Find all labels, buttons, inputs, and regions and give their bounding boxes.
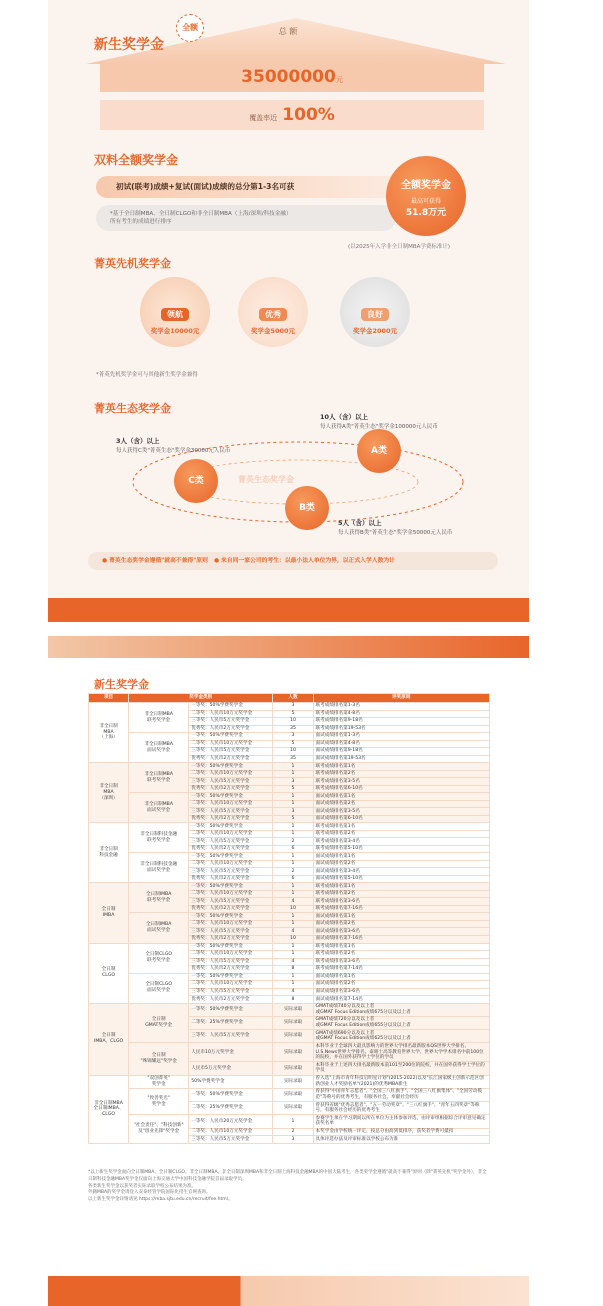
award-cell: 三等奖：人民币5万元奖学金 [189,778,273,786]
principle-cell: 联考成绩排名第19-53名 [313,725,489,733]
table-row [89,1115,490,1128]
full-scholarship-badge [386,156,466,236]
award-cell: 二等奖：人民币10万元奖学金 [189,830,273,838]
principle-cell: 曾获得省级"优秀志愿者"、"五一劳动奖章"、"三八红旗手"、"青年五四奖章"等称号，有服务社会经历的优秀考生 [313,1102,489,1115]
award-cell: 二等奖：人民币10万元奖学金 [189,951,273,959]
award-cell: 二等奖：25%学费奖学金 [189,1102,273,1115]
principle-cell: 联考成绩排名第3-4名 [313,838,489,846]
principle-cell: 联考成绩排名第1名 [313,763,489,771]
award-cell: 二等奖：人民币10万元奖学金 [189,770,273,778]
col-header-category: 奖学金类别 [129,694,273,703]
category-cell: 全日制IMBA 联考奖学金 [129,883,189,913]
award-cell: 优秀奖：人民币2万元奖学金 [189,785,273,793]
table-row [89,703,490,711]
category-cell: 全日制 "殊锦耀远"奖学金 [129,1043,189,1075]
count-cell: 1 [273,890,313,898]
scholarship-poster-panel [48,0,529,622]
count-cell: 3 [273,778,313,786]
award-cell: 一等奖：50%学费奖学金 [189,913,273,921]
award-cell: 二等奖：人民币10万元奖学金 [189,920,273,928]
principle-cell: 联考成绩排名第3-6名 [313,898,489,906]
count-cell: 实际录取 [273,1016,313,1029]
count-cell: 1 [273,763,313,771]
pioneer-item-2-amount: 奖学金5000元 [250,327,296,335]
award-cell: 二等奖：人民币10万元奖学金 [189,710,273,718]
principle-cell: 面试成绩排名第2名 [313,800,489,808]
count-cell: 1 [273,973,313,981]
count-cell: 10 [273,935,313,943]
category-cell: 全日制CLGO 面试奖学金 [129,973,189,1003]
category-cell: 全日制 GMAT奖学金 [129,1003,189,1043]
count-cell: 6 [273,875,313,883]
principle-cell: 联考成绩排名第6-10名 [313,785,489,793]
dual-title: 双料全额奖学金 [94,153,179,167]
count-cell: 1 [273,853,313,861]
count-cell: 2 [273,838,313,846]
category-cell: "社会责任"、"科技创新" 及"创业先锋"奖学金 [129,1115,189,1143]
count-cell: 1 [273,981,313,989]
principle-cell: 面试成绩排名第3-6名 [313,988,489,996]
note-line: 各类新生奖学金以获奖者实际录取学校公布结果为准。 [88,1183,196,1189]
principle-cell: 联考成绩排名第2名 [313,890,489,898]
principle-cell: 参赛学生须在学习期间以所在单位为主体参加评选，由评审组根据综合评审意见确定获奖名单 [313,1115,489,1128]
principle-cell: 面试成绩排名第19-53名 [313,755,489,763]
award-cell: 优秀奖：人民币2万元奖学金 [189,815,273,823]
award-cell: 优秀奖：人民币2万元奖学金 [189,905,273,913]
count-cell: 5 [273,740,313,748]
principle-cell: 本奖学金由学校统一评定，按总分由高到低排序，获奖者学费可抵扣 [313,1128,489,1136]
count-cell: 2 [273,1128,313,1136]
bullet-icon: ● [102,558,108,564]
count-cell: 10 [273,748,313,756]
pioneer-item-2 [238,302,308,335]
award-cell: 一等奖：50%学费奖学金 [189,1003,273,1016]
award-cell: 一等奖：50%学费奖学金 [189,733,273,741]
category-cell: "致善奖光" 奖学金 [129,1088,189,1115]
principle-cell: 曾入选"上海市青年科技启明星计划"(2015-2022)以及"长江国家级主创新示范区创新创业人才奖励名单"(2021)的优秀MBA新生 [313,1075,489,1088]
principle-cell: 面试成绩排名第7-14名 [313,996,489,1004]
award-cell: 优秀奖：人民币2万元奖学金 [189,845,273,853]
scholarship-table-panel [48,636,529,1306]
eco-b-desc: 每人获得B类"菁英生态"奖学金50000元人民币 [338,530,453,536]
count-cell: 4 [273,928,313,936]
eco-a-circle: A类 [357,429,401,473]
eco-rule2: 来自同一家公司的考生：以最小法人单位为界，以正式入学人数为计 [221,558,395,564]
pioneer-title: 菁英先机奖学金 [94,257,171,270]
category-cell: 非全日制科技金融 面试奖学金 [129,853,189,883]
dual-note-line1: *基于全日制MBA、全日制CLGO和非全日制MBA（上海/深圳/科技金融） [110,211,292,217]
table-row [89,883,490,891]
principle-cell: 面试成绩排名第6-10名 [313,815,489,823]
category-cell: 全日制IMBA 面试奖学金 [129,913,189,943]
project-cell: 全日制 IMBA、CLGO [89,1003,129,1075]
count-cell: 1 [273,860,313,868]
count-cell: 4 [273,898,313,906]
table-row [89,913,490,921]
principle-cell: 联考成绩排名第9-18名 [313,718,489,726]
principle-cell: 面试成绩排名第2名 [313,920,489,928]
eco-watermark: 菁英生态奖学金 [238,475,294,484]
award-cell: 三等奖：人民币5万元奖学金 [189,808,273,816]
eco-b-count: 5人（含）以上 [338,519,382,527]
coverage-value: 100% [282,105,335,125]
count-cell: 5 [273,785,313,793]
count-cell: 1 [273,943,313,951]
count-cell: 4 [273,958,313,966]
award-cell: 二等奖：25%学费奖学金 [189,1016,273,1029]
award-cell: 二等奖：人民币10万元奖学金 [189,740,273,748]
award-cell: 一等奖：50%学费奖学金 [189,943,273,951]
count-cell: 实际录取 [273,1088,313,1101]
panel2-header-bar [48,636,529,658]
pioneer-item-3 [340,302,410,335]
award-cell: 优秀奖：人民币2万元奖学金 [189,935,273,943]
principle-cell: 面试成绩排名第1-3名 [313,733,489,741]
project-cell: 非全日制 科技金融 [89,823,129,883]
award-cell: 人民币10万元奖学金 [189,1043,273,1062]
dual-condition: 初试(联考)成绩+复试(面试)成绩的总分第1-3名可获 [96,176,426,198]
scholarship-table-wrap [88,693,490,1144]
award-cell: 三等奖：人民币5万元奖学金 [189,718,273,726]
count-cell: 5 [273,710,313,718]
project-cell: 全日制 CLGO [89,943,129,1003]
principle-cell: 联考成绩排名第2名 [313,951,489,959]
eco-c-desc: 每人获得C类"菁英生态"奖学金30000元人民币 [116,448,231,454]
award-cell: 优秀奖：人民币2万元奖学金 [189,725,273,733]
dual-note [96,205,396,231]
award-cell: 一等奖：50%学费奖学金 [189,763,273,771]
principle-cell: 面试成绩排名第3-4名 [313,868,489,876]
principle-cell: 联考成绩排名第1名 [313,823,489,831]
category-cell: 非全日制MBA 联考奖学金 [129,763,189,793]
count-cell: 6 [273,845,313,853]
table-row [89,1075,490,1088]
pioneer-item-1-amount: 奖学金10000元 [150,327,200,335]
pioneer-item-2-name: 优秀 [259,308,287,321]
award-cell: 二等奖：人民币10万元奖学金 [189,800,273,808]
award-cell: 三等奖：人民币5万元奖学金 [189,988,273,996]
award-cell: 二等奖：人民币10万元奖学金 [189,860,273,868]
total-band [100,62,484,92]
award-cell: 一等奖：50%学费奖学金 [189,1088,273,1101]
category-cell: "双创菁英" 奖学金 [129,1075,189,1088]
award-cell: 一等奖：50%学费奖学金 [189,793,273,801]
count-cell: 10 [273,905,313,913]
category-cell: 非全日制科技金融 联考奖学金 [129,823,189,853]
principle-cell: 面试成绩排名第7-16名 [313,935,489,943]
principle-cell: 联考成绩排名第1-3名 [313,703,489,711]
table-row [89,823,490,831]
total-label: 总 额 [278,27,298,36]
principle-cell: 曾获得"中国青年志愿者"、"全国三八红旗手"、"全国三八红旗集体"、"全国劳动模范"等称号的优秀考生，有服务社会、奉献社会经历 [313,1088,489,1101]
badge-amount: 51.8万元 [405,208,447,218]
table-title: 新生奖学金 [94,678,149,691]
count-cell: 4 [273,988,313,996]
project-cell: 全日制 IMBA [89,883,129,943]
note-line: 外籍MBA的奖学金请登入安泰经管学院国际化招生官网查询。 [88,1190,211,1196]
table-row [89,1003,490,1016]
principle-cell: 联考成绩排名第3-6名 [313,958,489,966]
count-cell: 8 [273,996,313,1004]
award-cell: 三等奖：人民币5万元奖学金 [189,958,273,966]
scholarship-table [88,693,490,1144]
table-row [89,1088,490,1101]
principle-cell: 面试成绩排名第4-8名 [313,740,489,748]
col-header-count: 人数 [273,694,313,703]
principle-cell: 面试成绩排名第2名 [313,981,489,989]
panel1-footer-bar [48,598,529,622]
count-cell: 10 [273,718,313,726]
count-cell: 1 [273,883,313,891]
principle-cell: 联考成绩排名第1名 [313,883,489,891]
award-cell: 一等奖：50%学费奖学金 [189,703,273,711]
award-cell: 优秀奖：人民币2万元奖学金 [189,875,273,883]
bullet-icon: ● [213,558,220,564]
coverage-label: 覆盖率近 [249,114,278,122]
eco-rule1: 菁英生态奖学金遵循"就高不兼得"原则 [109,558,208,564]
award-cell: 三等奖：人民币5万元奖学金 [189,868,273,876]
award-cell: 一等奖：50%学费奖学金 [189,853,273,861]
count-cell: 2 [273,868,313,876]
award-cell: 一等奖：50%学费奖学金 [189,973,273,981]
pioneer-item-1-name: 领航 [161,308,189,321]
total-unit: 元 [335,76,343,84]
count-cell: 1 [273,920,313,928]
principle-cell: 面试成绩排名第1名 [313,853,489,861]
col-header-project: 项目 [89,694,129,703]
principle-cell: 本科毕业于全球四大最具影响力的世界大学排名最新版本QS世界大学排名、U.S.News世界大学排名、泰晤士高等教育世界大学、世界大学学术排名中前100位的院校，并在国外获得学士学位的学员 [313,1043,489,1062]
note-line: *以上新生奖学金面向全日制MBA、全日制CLGO、非全日制MBA、非全日制深圳MBA和非全日制上海科技金融MBA的中国大陆考生，各类奖学金遵循"就高不兼得"原则（除"菁英先机"奖学金外），非全日制科技金融MBA奖学金仅面向上海交通大学中国科技金融学院首届录取学员。 [88,1170,487,1182]
principle-cell: 联考成绩排名第2名 [313,770,489,778]
project-cell: 非全日制 MBA （上海） [89,703,129,763]
count-cell: 5 [273,815,313,823]
count-cell: 35 [273,755,313,763]
project-cell: 非全日制MBA 全日制IMBA、CLGO [89,1075,129,1143]
award-cell: 一等奖：50%学费奖学金 [189,883,273,891]
col-header-principle: 评奖原则 [313,694,489,703]
eco-a-count: 10人（含）以上 [320,413,369,421]
panel2-footer-bar [48,1276,529,1306]
category-cell: 全日制CLGO 联考奖学金 [129,943,189,973]
award-cell: 优秀奖：人民币2万元奖学金 [189,755,273,763]
principle-cell: 面试成绩排名第1名 [313,793,489,801]
eco-title: 菁英生态奖学金 [94,402,171,415]
award-cell: 优秀奖：人民币2万元奖学金 [189,996,273,1004]
principle-cell: 面试成绩排名第1名 [313,913,489,921]
dual-note-line2: 所有考生的成绩进行排序 [110,219,172,226]
table-notes [88,1170,490,1204]
count-cell: 3 [273,733,313,741]
table-row [89,973,490,981]
count-cell: 3 [273,703,313,711]
award-cell: 三等奖：人民币5万元奖学金 [189,898,273,906]
principle-cell: 联考成绩排名第2名 [313,830,489,838]
full-scholarship-stamp [176,14,204,42]
award-cell: 三等奖：人民币5万元奖学金 [189,928,273,936]
eco-a-desc: 每人获得A类"菁英生态"奖学金100000元人民币 [320,424,438,430]
count-cell: 实际录取 [273,1030,313,1043]
principle-cell: GMAT成绩720分以及以上者 或GMAT Focus Edition成绩655分以及以上者 [313,1016,489,1029]
table-row [89,853,490,861]
pioneer-item-3-amount: 奖学金2000元 [352,327,398,335]
principle-cell: 面试成绩排名第5-10名 [313,875,489,883]
principle-cell: 面试成绩排名第9-18名 [313,748,489,756]
table-row [89,943,490,951]
dual-footnote: (以2025年入学非全日制MBA学费标准计) [348,244,451,250]
count-cell: 1 [273,951,313,959]
award-cell: 二等奖：人民币10万元奖学金 [189,890,273,898]
count-cell: 1 [273,800,313,808]
count-cell: 1 [273,913,313,921]
award-cell: 优秀奖：人民币2万元奖学金 [189,966,273,974]
table-row [89,763,490,771]
count-cell: 1 [273,830,313,838]
award-cell: 二等奖：人民币10万元奖学金 [189,981,273,989]
principle-cell: 面试成绩排名第3-6名 [313,928,489,936]
category-cell: 非全日制MBA 面试奖学金 [129,733,189,763]
count-cell: 1 [273,770,313,778]
principle-cell: 本科毕业于上述四大排名最新版本前101至200位的院校，并在国外获得学士学位的学员 [313,1062,489,1075]
award-cell: 三等奖：人民币5万元奖学金 [189,1030,273,1043]
count-cell: 3 [273,1136,313,1144]
category-cell: 非全日制MBA 面试奖学金 [129,793,189,823]
principle-cell: GMAT成绩690分以及以上者 或GMAT Focus Edition成绩625分以及以上者 [313,1030,489,1043]
stamp-label: 全额 [182,23,198,32]
note-line: 以上新生奖学金详情请见 https://mba.sjtu.edu.cn/recruit/fee.html。 [88,1197,233,1202]
award-cell: 50%学费奖学金 [189,1075,273,1088]
count-cell: 1 [273,793,313,801]
table-row [89,733,490,741]
principle-cell: 联考成绩排名第4-8名 [313,710,489,718]
eco-rules [88,552,498,570]
principle-cell: 联考成绩排名第7-16名 [313,905,489,913]
count-cell: 35 [273,725,313,733]
count-cell: 3 [273,808,313,816]
principle-cell: 联考成绩排名第7-14名 [313,966,489,974]
award-cell: 二等奖：人民币10万元奖学金 [189,1128,273,1136]
table-row [89,793,490,801]
count-cell: 实际录取 [273,1075,313,1088]
eco-b-circle: B类 [285,486,329,530]
count-cell: 实际录取 [273,1043,313,1062]
award-cell: 三等奖：人民币5万元奖学金 [189,838,273,846]
principle-cell: 联考成绩排名第3-5名 [313,778,489,786]
pioneer-item-3-name: 良好 [361,308,389,321]
pioneer-item-1 [140,302,210,335]
total-amount: 35000000 [241,67,336,87]
badge-title: 全额奖学金 [401,180,451,191]
eco-c-circle: C类 [174,459,218,503]
count-cell: 8 [273,966,313,974]
coverage-band [100,100,484,130]
principle-cell: 具体评选办法及评审标准以学校公布为准 [313,1136,489,1144]
project-cell: 非全日制 MBA （深圳） [89,763,129,823]
pioneer-note: *菁英先机奖学金可与其他新生奖学金兼得 [96,372,198,378]
principle-cell: GMAT成绩740分以及以上者 或GMAT Focus Edition成绩675分以及以上者 [313,1003,489,1016]
new-student-title: 新生奖学金 [94,37,164,53]
principle-cell: 面试成绩排名第1名 [313,973,489,981]
principle-cell: 联考成绩排名第5-10名 [313,845,489,853]
table-row [89,1043,490,1062]
count-cell: 1 [273,1115,313,1128]
count-cell: 实际录取 [273,1003,313,1016]
eco-c-count: 3人（含）以上 [116,437,160,445]
category-cell: 非全日制MBA 联考奖学金 [129,703,189,733]
principle-cell: 面试成绩排名第2名 [313,860,489,868]
award-cell: 一等奖：50%学费奖学金 [189,823,273,831]
award-cell: 人民币5万元奖学金 [189,1062,273,1075]
count-cell: 1 [273,823,313,831]
badge-sub: 最高可获得 [410,198,441,205]
principle-cell: 面试成绩排名第3-5名 [313,808,489,816]
award-cell: 三等奖：人民币5万元奖学金 [189,1136,273,1144]
award-cell: 三等奖：人民币5万元奖学金 [189,748,273,756]
count-cell: 实际录取 [273,1062,313,1075]
principle-cell: 联考成绩排名第1名 [313,943,489,951]
count-cell: 实际录取 [273,1102,313,1115]
award-cell: 一等奖：人民币20万元奖学金 [189,1115,273,1128]
